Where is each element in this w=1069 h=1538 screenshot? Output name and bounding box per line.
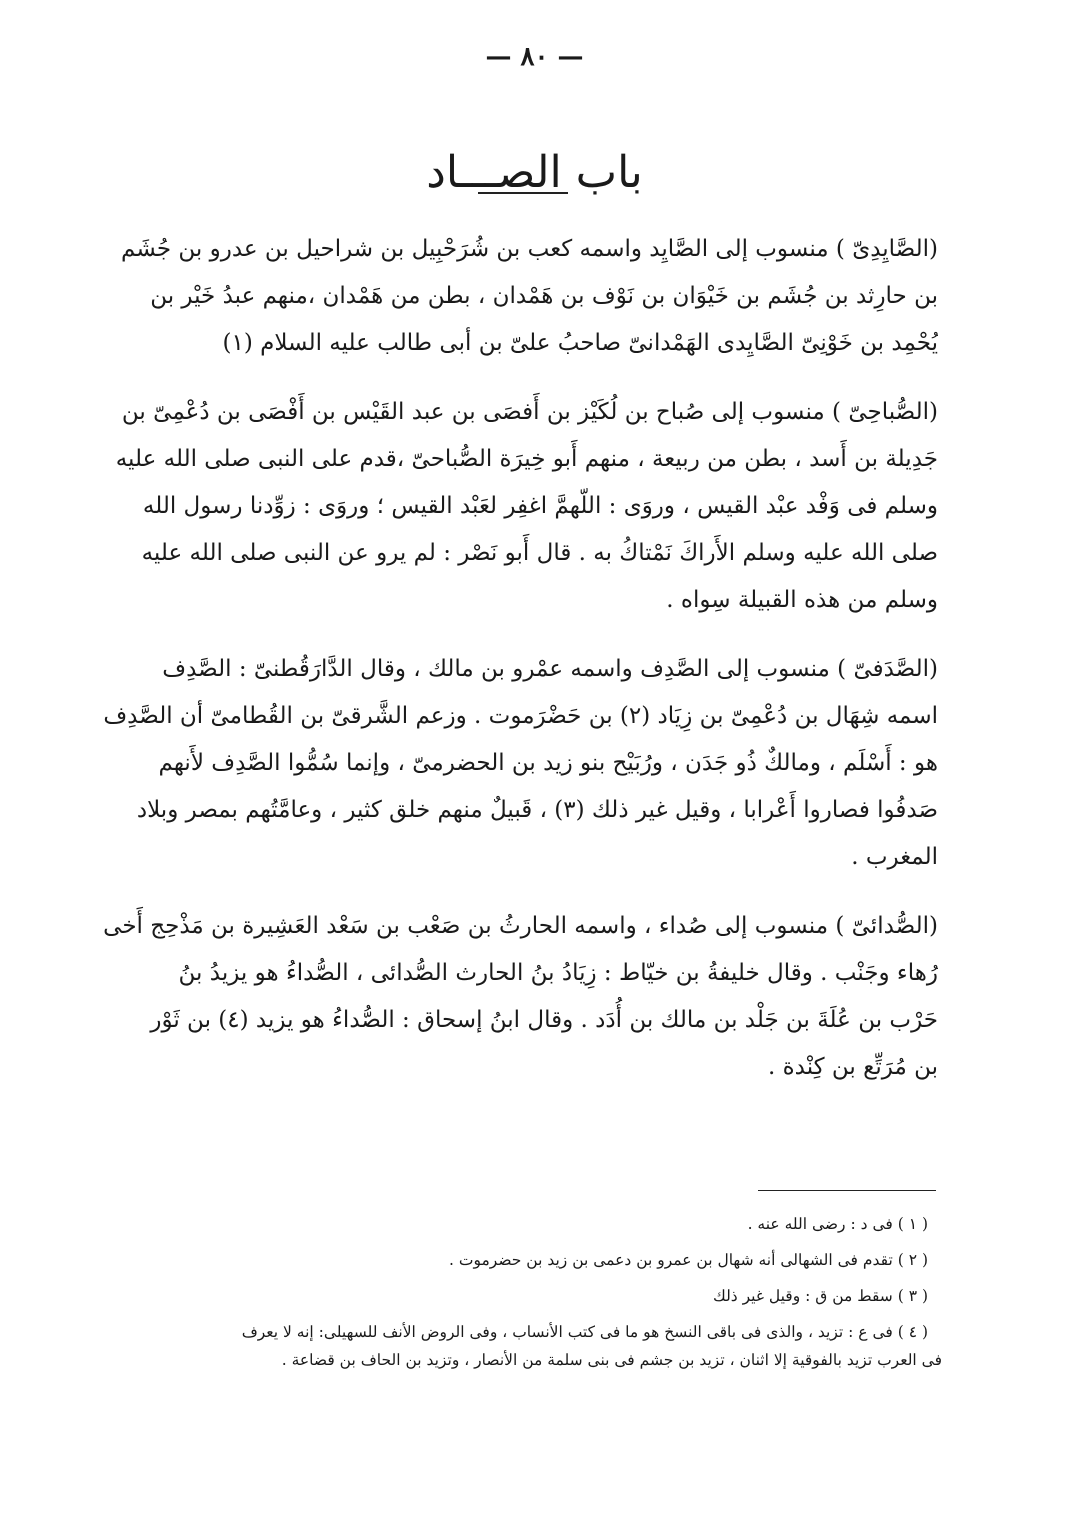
entry-line: بن حارِثد بن جُشَم بن خَيْوَان بن نَوْف بن هَمْدان ، بطن من هَمْدان ،منهم عبدُ خَيْر بن xyxy=(150,283,938,309)
entry-line: (الصُّدائىّ ) منسوب إلى صُداء ، واسمه الحارثُ بن صَعْب بن سَعْد العَشِيرة بن مَذْحِج أَخى xyxy=(103,913,938,939)
entry-line: رُهاء وجَنْب . وقال خليفةُ بن خيّاط : زِيَادُ بنُ الحارث الصُّدائى ، الصُّداءُ هو يزيدُ بنُ xyxy=(178,960,938,986)
footnote-line: ( ٣ ) سقط من ق : وقيل غير ذلك xyxy=(713,1287,928,1305)
entry-al-sudai xyxy=(96,903,938,1091)
title-divider xyxy=(478,192,568,194)
footnote-1 xyxy=(80,1210,928,1238)
entry-line: المغرب . xyxy=(851,844,938,870)
entry-line: (الصَّدَفىّ ) منسوب إلى الصَّدِف واسمه عمْرو بن مالك ، وقال الدَّارَقُطنىّ : الصَّدِف xyxy=(162,656,938,682)
footnote-line: فى العرب تزيد بالفوقية إلا اثنان ، تزيد بن جشم فى بنى سلمة من الأنصار ، وتزيد بن الحاف بن قضاعة . xyxy=(281,1351,942,1369)
entry-line: هو : أَسْلَم ، ومالكٌ ذُو جَدَن ، ورُبَيْح بنو زيد بن الحضرمىّ ، وإنما سُمُّوا الصَّدِف لأَنهم xyxy=(158,750,938,776)
entry-line: (الصُّباحِىّ ) منسوب إلى صُباح بن لُكَيْز بن أَفصَى بن عبد القَيْس بن أَفْصَى بن دُعْمِىّ بن xyxy=(121,399,938,425)
entry-line: (الصَّايِدِىّ ) منسوب إلى الصَّايِد واسمه كعب بن شُرَحْبِيل بن شراحيل بن عدرو بن جُشَم xyxy=(121,236,938,262)
entry-line: صَدفُوا فصاروا أَعْرابا ، وقيل غير ذلك (٣) ، قَبيلٌ منهم خلق كثير ، وعامَّتُهم بمصر وبلاد xyxy=(136,797,938,823)
entry-al-subahi xyxy=(96,389,938,624)
entry-al-sayidi xyxy=(96,226,938,367)
entry-line: صلى الله عليه وسلم الأَراكَ نَمْتاكُ به . قال أَبو نَصْر : لم يرو عن النبى صلى الله عليه xyxy=(141,540,938,566)
entry-line: حَرْب بن عُلَةَ بن جَلْد بن مالك بن أُدَد . وقال ابنُ إسحاق : الصُّداءُ هو يزيد (٤) بن ثَوْر xyxy=(150,1007,938,1033)
entry-al-sadafi xyxy=(96,646,938,881)
footnotes-section xyxy=(80,1210,942,1382)
chapter-title: باب الصـــاد xyxy=(426,147,643,199)
footnote-2 xyxy=(80,1246,928,1274)
footnote-line: ( ١ ) فى د : رضى الله عنه . xyxy=(747,1215,928,1233)
page-number: — ٨٠ — xyxy=(485,42,584,72)
footnote-divider xyxy=(758,1190,936,1191)
entry-line: وسلم فى وَفْد عبْد القيس ، وروَى : اللّهمَّ اغفِر لعَبْد القيس ؛ وروَى : زوِّدنا رسول الله xyxy=(142,493,938,519)
entry-line: بن مُرَتِّع بن كِنْدة . xyxy=(767,1054,938,1080)
footnote-3 xyxy=(80,1282,928,1310)
entry-line: يُحْمِد بن خَوْنِىّ الصَّايِدى الهَمْدانىّ صاحبُ علىّ بن أبى طالب عليه السلام (١) xyxy=(222,330,938,356)
footnote-line: ( ٢ ) تقدم فى الشهالى أنه شهال بن عمرو بن دعمى بن زيد بن حضرموت . xyxy=(449,1251,928,1269)
entry-line: وسلم من هذه القبيلة سِواه . xyxy=(666,587,938,613)
entry-line: اسمه شِهَال بن دُعْمِىّ بن زِيَاد (٢) بن حَضْرَموت . وزعم الشَّرقىّ بن القُطامىّ أن الصَّدِف xyxy=(103,703,938,729)
footnote-line: ( ٤ ) فى ع : تزيد ، والذى فى باقى النسخ هو ما فى كتب الأنساب ، وفى الروض الأنف للسهيلى: إنه لا يعرف xyxy=(241,1323,928,1341)
entry-line: جَدِيلة بن أَسد ، بطن من ربيعة ، منهم أَبو خِيرَة الصُّباحىّ ،قدم على النبى صلى الله عليه xyxy=(115,446,938,472)
entries-section xyxy=(96,226,938,1113)
footnote-4 xyxy=(80,1318,942,1374)
